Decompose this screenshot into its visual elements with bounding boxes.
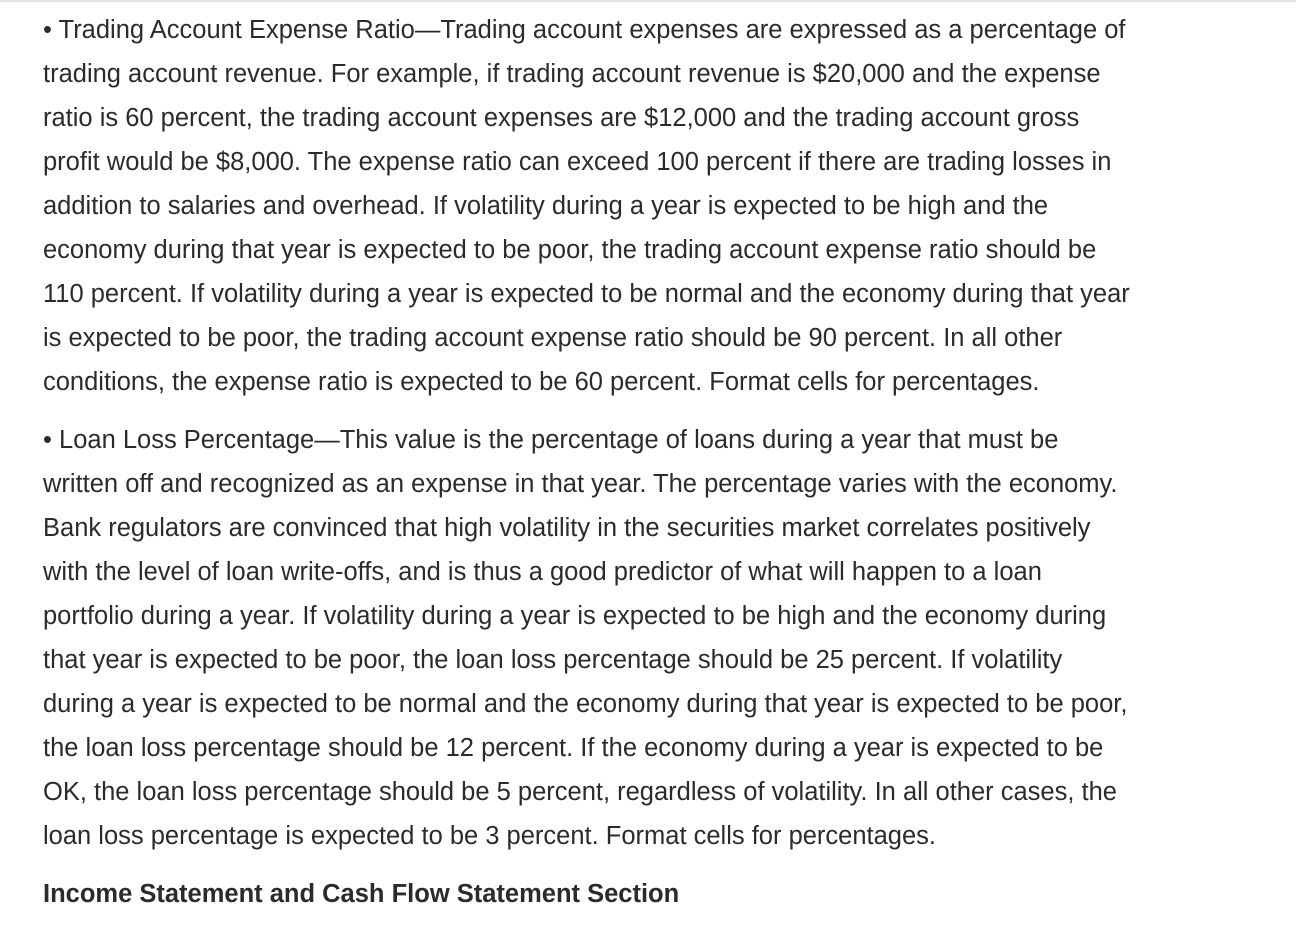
- bullet-loan-loss-percentage: [43, 418, 1243, 858]
- section-heading: Income Statement and Cash Flow Statement Section: [43, 880, 680, 908]
- paragraph-text: Trading Account Expense Ratio—Trading account expenses are expressed as a percentage of trading account revenue. For example, if trading account revenue is $20,000 and the expense ratio is 60 percent, the trading account expenses are $12,000 and the trading account gross profit would be $8,000. The expense ratio can exceed 100 percent if there are trading losses in addition to salaries and overhead. If volatility during a year is expected to be high and the economy during that year is expected to be poor, the trading account expense ratio should be 110 percent. If volatility during a year is expected to be normal and the economy during that year is expected to be poor, the trading account expense ratio should be 90 percent. In all other conditions, the expense ratio is expected to be 60 percent. Format cells for percentages.: [43, 16, 1130, 396]
- document-body: [43, 8, 1243, 916]
- top-divider: [0, 0, 1296, 2]
- bullet-icon: •: [43, 426, 52, 454]
- bullet-trading-account-expense-ratio: [43, 8, 1243, 404]
- paragraph-text: Loan Loss Percentage—This value is the percentage of loans during a year that must be written off and recognized as an expense in that year. The percentage varies with the economy. Bank regulators are convinced that high volatility in the securities market correlates positively with the level of loan write-offs, and is thus a good predictor of what will happen to a loan portfolio during a year. If volatility during a year is expected to be high and the economy during that year is expected to be poor, the loan loss percentage should be 25 percent. If volatility during a year is expected to be normal and the economy during that year is expected to be poor, the loan loss percentage should be 12 percent. If the economy during a year is expected to be OK, the loan loss percentage should be 5 percent, regardless of volatility. In all other cases, the loan loss percentage is expected to be 3 percent. Format cells for percentages.: [43, 426, 1128, 850]
- bullet-icon: •: [43, 16, 52, 44]
